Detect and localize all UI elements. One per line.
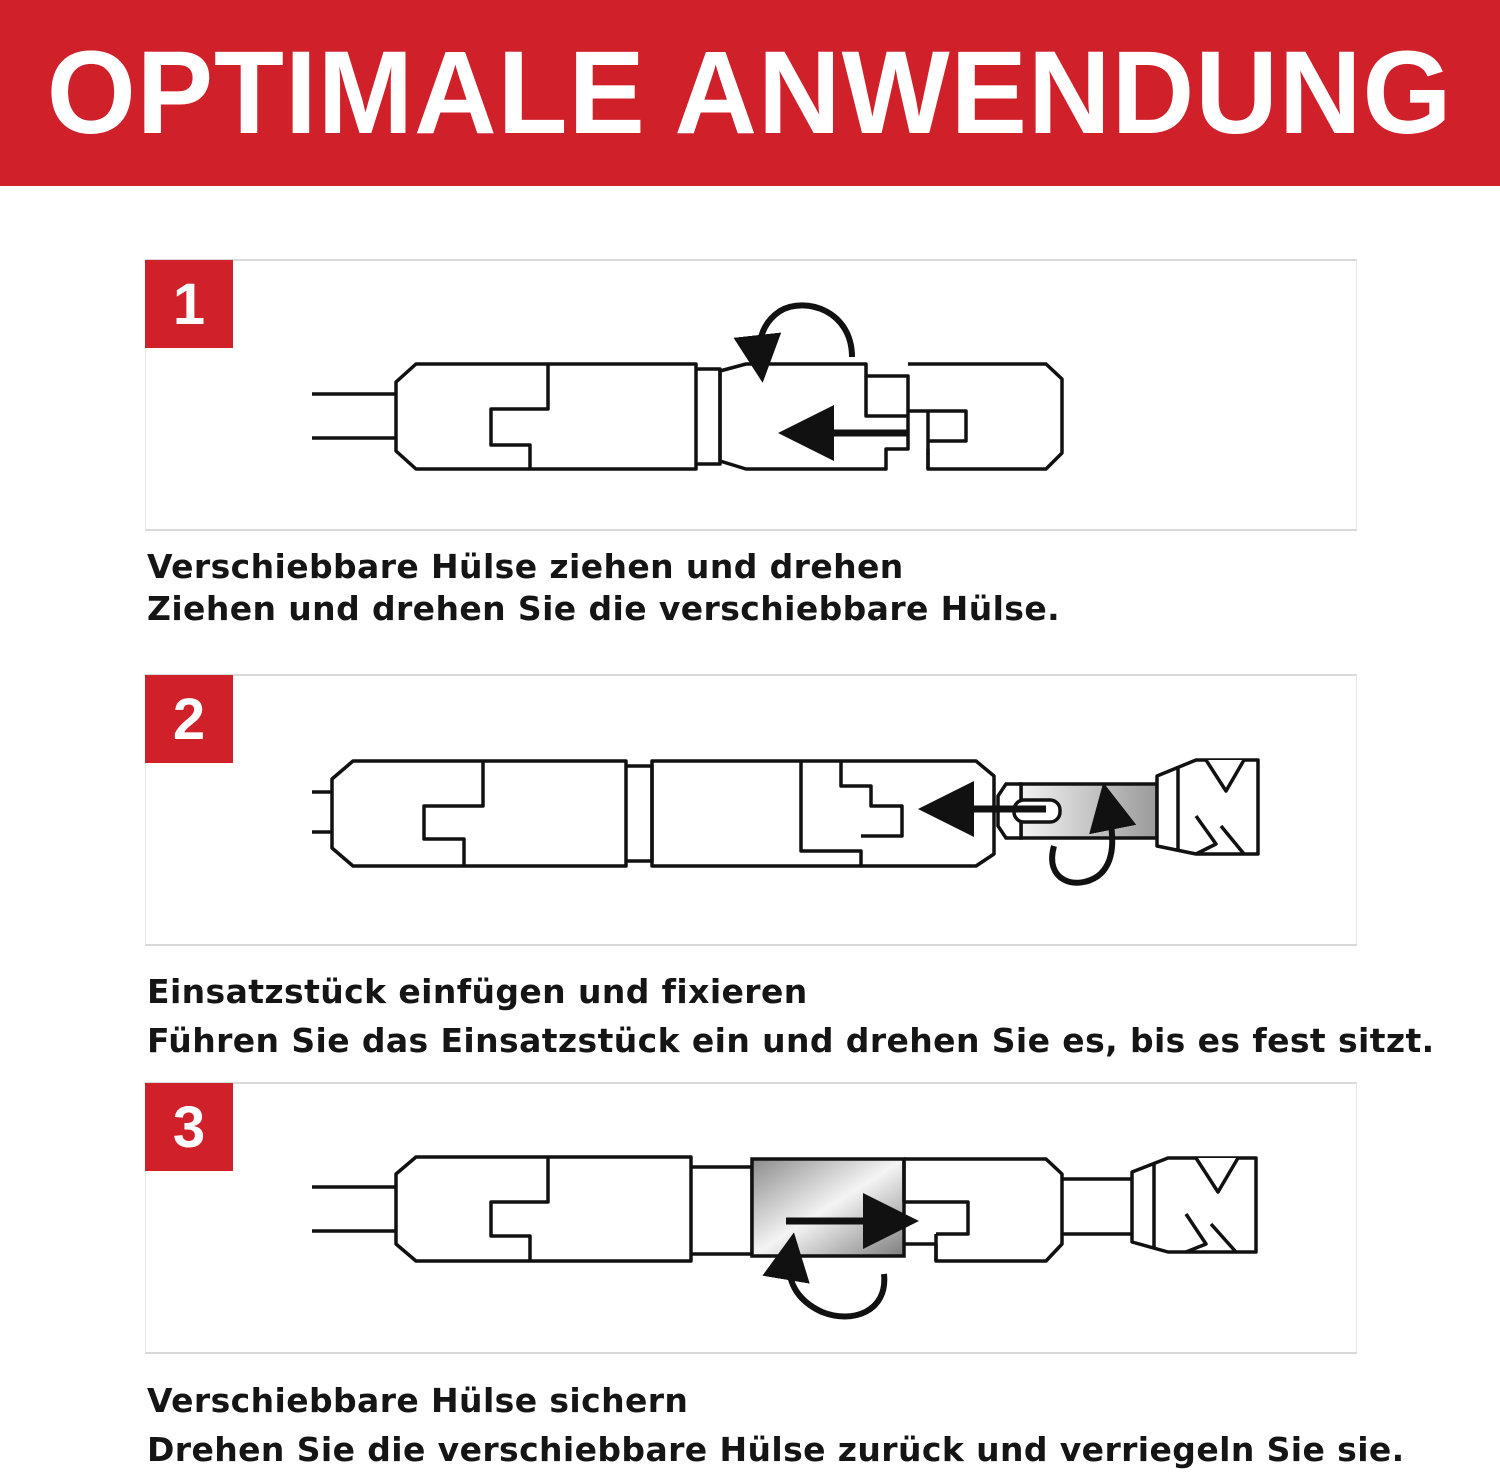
step-2-illustration (146, 676, 1358, 948)
step-2-caption (147, 971, 1435, 1062)
step-heading: Verschiebbare Hülse ziehen und drehen (147, 547, 904, 586)
step-1-illustration (146, 261, 1358, 533)
step-1-caption (147, 546, 1060, 630)
step-description: Ziehen und drehen Sie die verschiebbare Hülse. (147, 589, 1061, 628)
step-3-panel (145, 1082, 1357, 1354)
step-number-badge: 1 (145, 260, 233, 348)
page-title: OPTIMALE ANWENDUNG (47, 27, 1453, 159)
step-3-illustration (146, 1084, 1358, 1356)
step-heading: Verschiebbare Hülse sichern (147, 1381, 689, 1420)
rotate-arrow (760, 305, 852, 359)
step-description: Drehen Sie die verschiebbare Hülse zurück und verriegeln Sie sie. (147, 1430, 1405, 1469)
step-3-caption (147, 1380, 1405, 1471)
step-number-badge: 3 (145, 1083, 233, 1171)
step-heading: Einsatzstück einfügen und fixieren (147, 972, 808, 1011)
step-number-badge: 2 (145, 675, 233, 763)
step-1-panel (145, 259, 1357, 531)
rotate-arrow (789, 1256, 884, 1316)
header-banner (0, 0, 1500, 186)
step-description: Führen Sie das Einsatzstück ein und drehen Sie es, bis es fest sitzt. (147, 1021, 1435, 1060)
step-2-panel (145, 674, 1357, 946)
